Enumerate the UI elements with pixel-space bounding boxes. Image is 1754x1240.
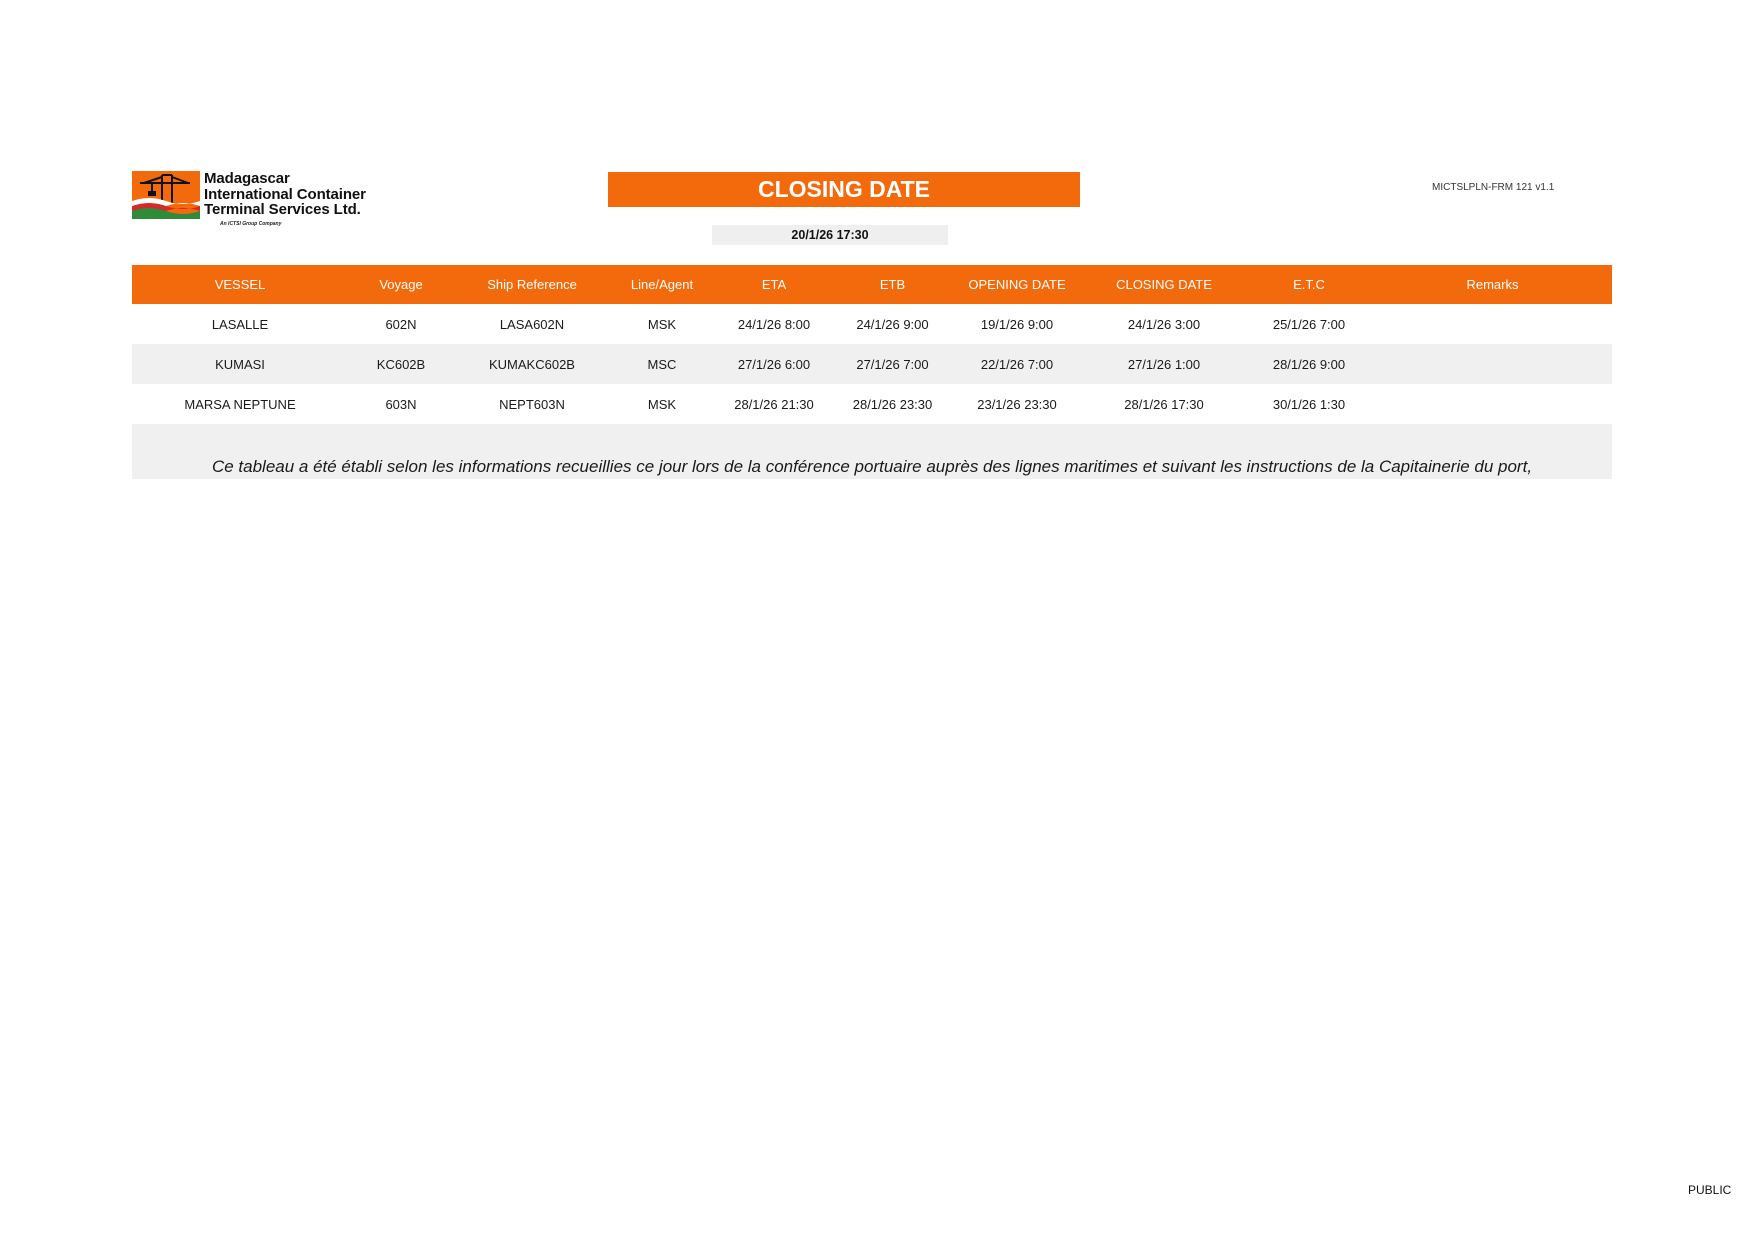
disclaimer-box bbox=[132, 424, 1612, 479]
cell-vessel: LASALLE bbox=[211, 316, 269, 332]
column-header-eta: ETA bbox=[714, 265, 834, 304]
cell-voyage: 603N bbox=[385, 396, 417, 412]
cell-etc: 30/1/26 1:30 bbox=[1272, 396, 1346, 412]
cell-eta: 27/1/26 6:00 bbox=[714, 344, 834, 384]
form-code: MICTSLPLN-FRM 121 v1.1 bbox=[1432, 182, 1555, 193]
table-row bbox=[132, 344, 1612, 384]
cell-line-agent: MSC bbox=[610, 344, 714, 384]
page-title: CLOSING DATE bbox=[608, 172, 1080, 207]
classification-label: PUBLIC bbox=[1688, 1183, 1732, 1197]
cell-etb: 28/1/26 23:30 bbox=[852, 396, 933, 412]
company-tagline: An ICTSI Group Company bbox=[220, 221, 282, 227]
table-header-row bbox=[132, 265, 1612, 304]
column-header-closing-date: CLOSING DATE bbox=[1083, 265, 1245, 304]
column-header-voyage: Voyage bbox=[348, 265, 454, 304]
vessel-schedule-table bbox=[132, 265, 1612, 424]
table-row bbox=[132, 384, 1612, 424]
cell-vessel: KUMASI bbox=[132, 344, 348, 384]
cell-eta: 24/1/26 8:00 bbox=[737, 316, 811, 332]
crane-logo-icon bbox=[132, 171, 200, 219]
cell-etc: 25/1/26 7:00 bbox=[1272, 316, 1346, 332]
cell-voyage: 602N bbox=[385, 316, 417, 332]
cell-line-agent: MSK bbox=[647, 396, 677, 412]
cell-ship-reference: NEPT603N bbox=[499, 396, 565, 412]
cell-closing-date: 28/1/26 17:30 bbox=[1124, 396, 1204, 412]
cell-opening-date: 23/1/26 23:30 bbox=[977, 396, 1057, 412]
cell-voyage: KC602B bbox=[348, 344, 454, 384]
company-name-line: International Container bbox=[204, 185, 366, 203]
cell-line-agent: MSK bbox=[647, 316, 677, 332]
cell-remarks bbox=[1373, 304, 1612, 344]
company-logo bbox=[132, 171, 382, 233]
cell-ship-reference: LASA602N bbox=[499, 316, 565, 332]
cell-closing-date: 24/1/26 3:00 bbox=[1127, 316, 1201, 332]
cell-vessel: MARSA NEPTUNE bbox=[184, 396, 296, 412]
column-header-etb: ETB bbox=[834, 265, 951, 304]
cell-closing-date: 27/1/26 1:00 bbox=[1083, 344, 1245, 384]
cell-etb: 27/1/26 7:00 bbox=[834, 344, 951, 384]
cell-ship-reference: KUMAKC602B bbox=[454, 344, 610, 384]
column-header-vessel: VESSEL bbox=[132, 265, 348, 304]
column-header-opening-date: OPENING DATE bbox=[951, 265, 1083, 304]
cell-eta: 28/1/26 21:30 bbox=[734, 396, 814, 412]
cell-remarks bbox=[1373, 384, 1612, 424]
column-header-ship-reference: Ship Reference bbox=[454, 265, 610, 304]
cell-opening-date: 22/1/26 7:00 bbox=[951, 344, 1083, 384]
cell-etb: 24/1/26 9:00 bbox=[856, 316, 929, 332]
company-name bbox=[204, 171, 366, 218]
table-row bbox=[132, 304, 1612, 344]
report-datetime: 20/1/26 17:30 bbox=[712, 225, 948, 245]
cell-remarks bbox=[1373, 344, 1612, 384]
column-header-remarks: Remarks bbox=[1373, 265, 1612, 304]
cell-opening-date: 19/1/26 9:00 bbox=[980, 316, 1054, 332]
disclaimer-text: Ce tableau a été établi selon les informations recueillies ce jour lors de la conférence portuaire auprès des lignes maritimes et suivant les instructions de la Capitainerie du port, bbox=[211, 457, 1533, 476]
cell-etc: 28/1/26 9:00 bbox=[1245, 344, 1373, 384]
column-header-line-agent: Line/Agent bbox=[610, 265, 714, 304]
column-header-etc: E.T.C bbox=[1245, 265, 1373, 304]
company-name-line: Terminal Services Ltd. bbox=[204, 201, 361, 218]
company-name-line: Madagascar bbox=[204, 170, 290, 187]
